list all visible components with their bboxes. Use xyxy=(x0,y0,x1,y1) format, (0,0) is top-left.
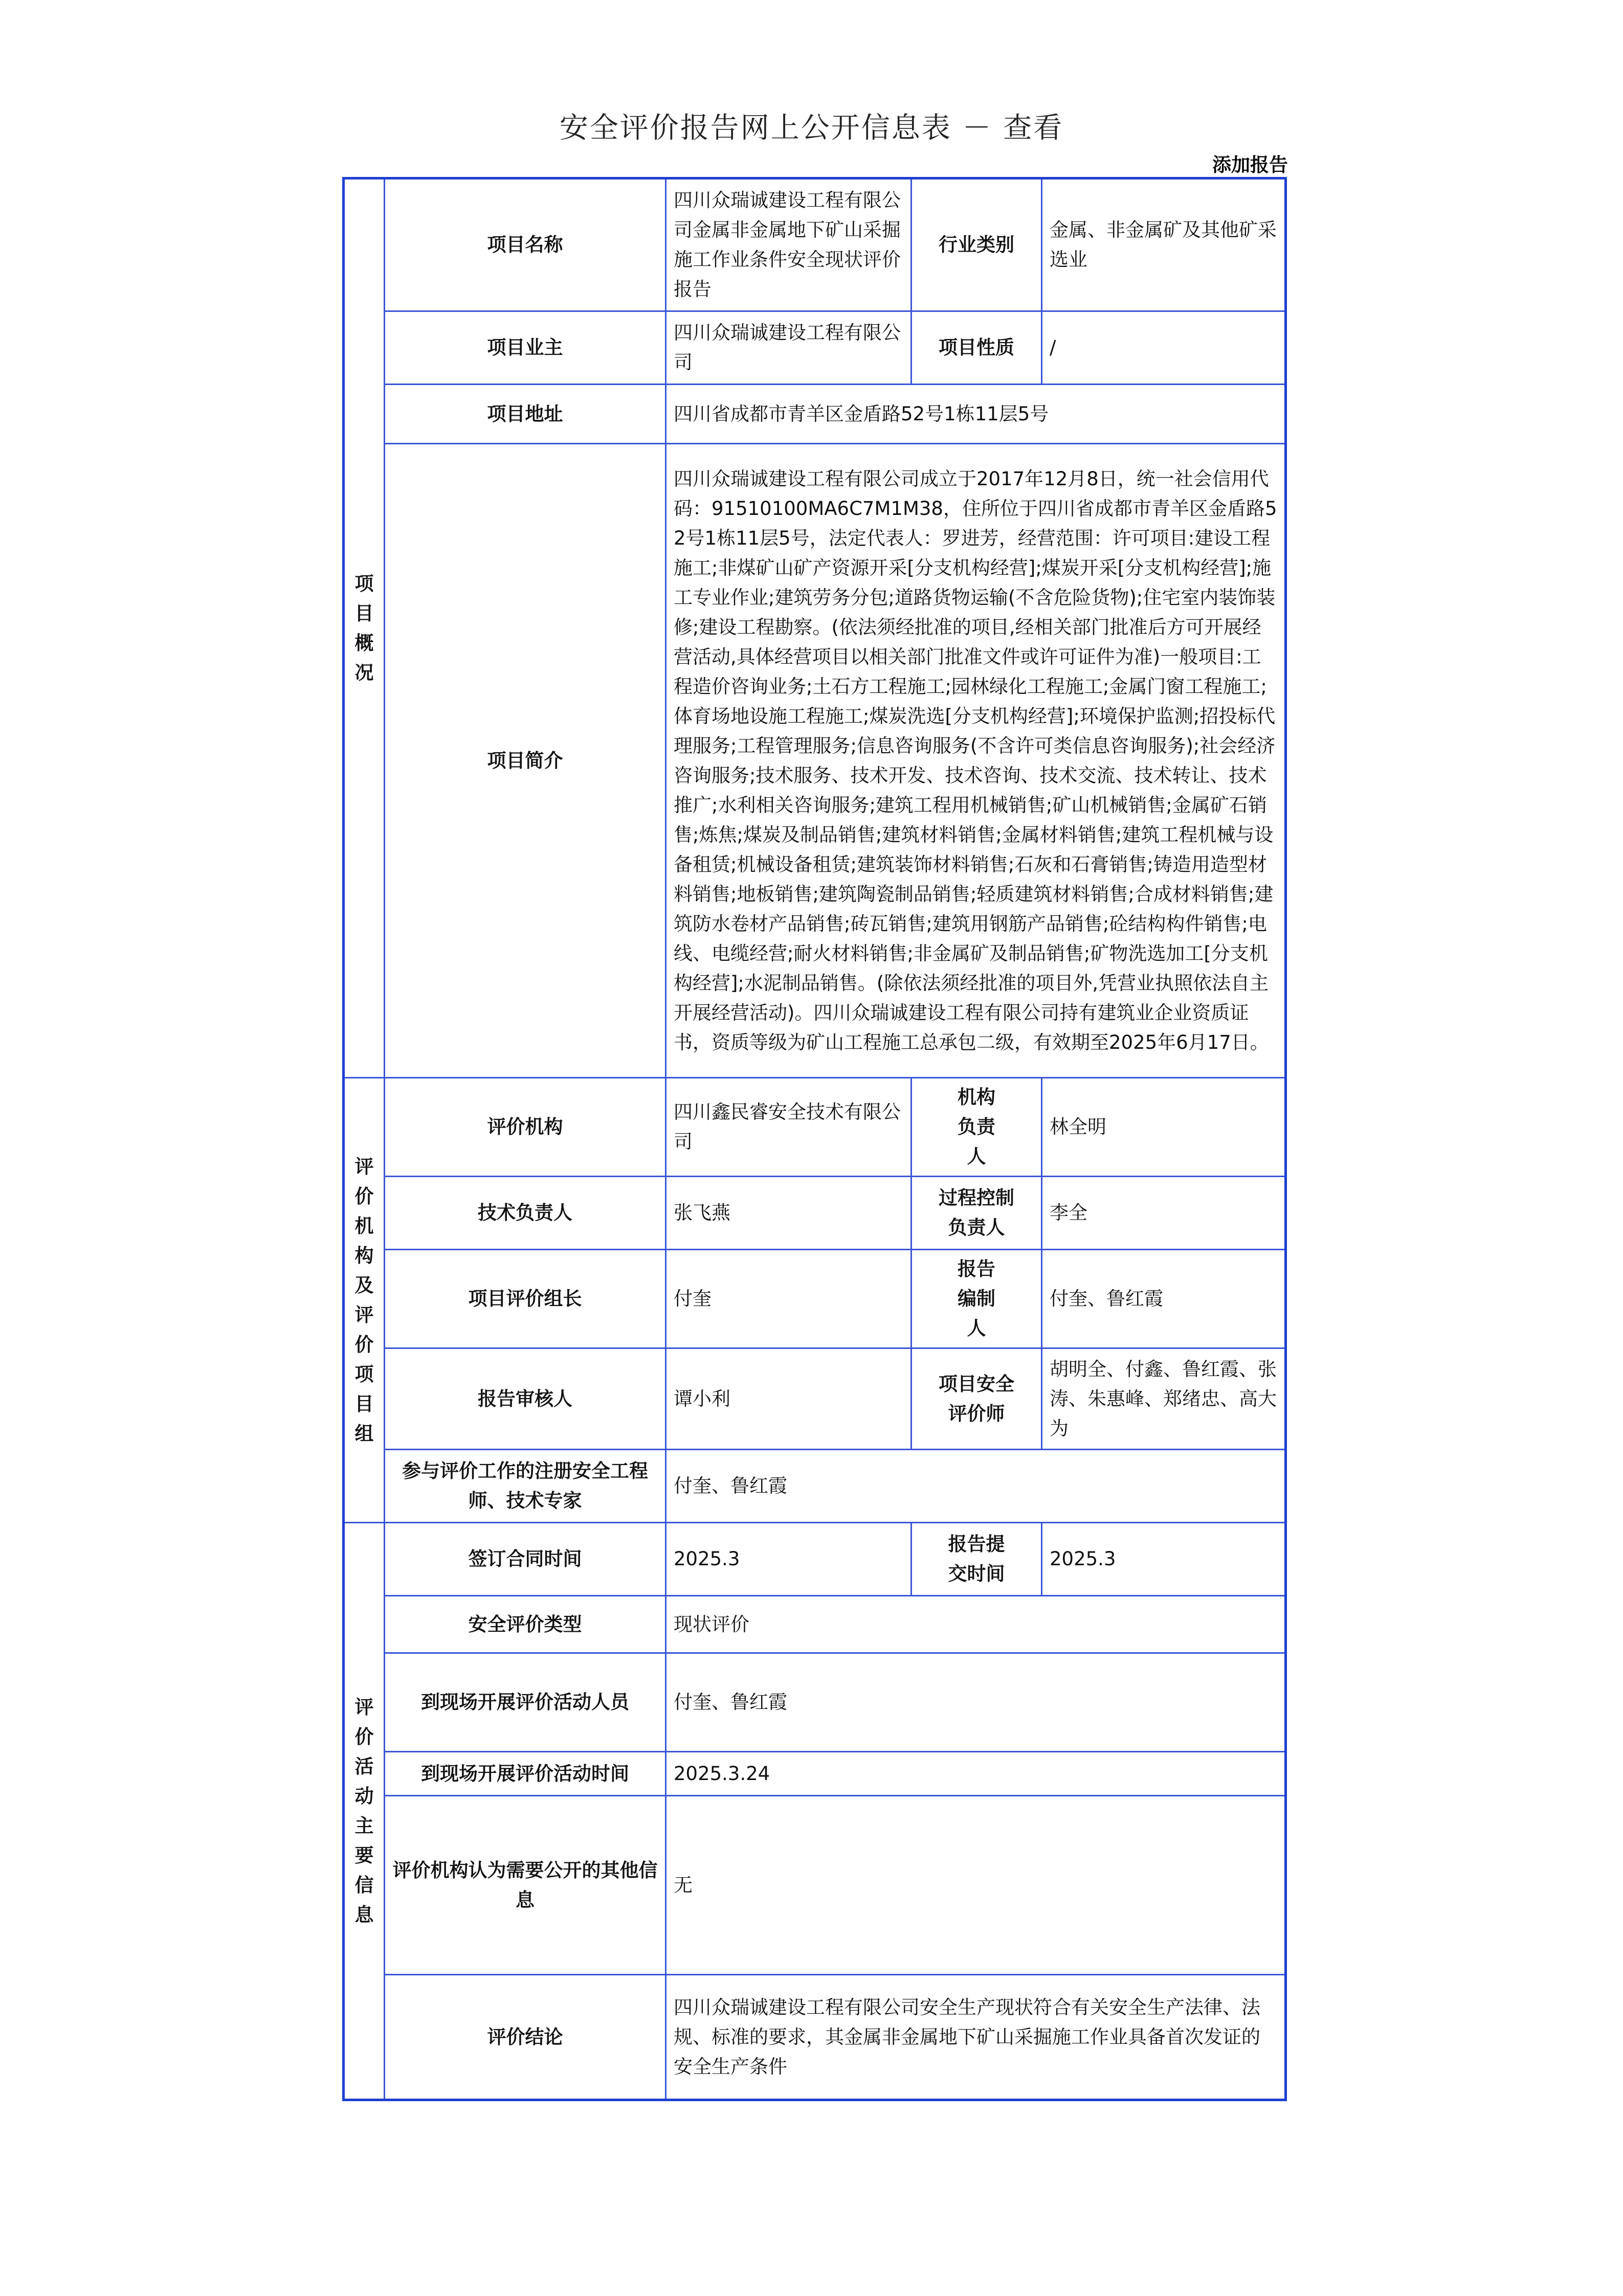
owner-value: 四川众瑞诚建设工程有限公司 xyxy=(666,311,911,385)
table-row xyxy=(344,1752,1286,1796)
author-label xyxy=(911,1250,1042,1348)
reviewer-value: 谭小利 xyxy=(666,1348,911,1450)
other-info-label: 评价机构认为需要公开的其他信息 xyxy=(385,1796,666,1975)
conclusion-label: 评价结论 xyxy=(385,1975,666,2100)
table-row xyxy=(344,1078,1286,1177)
section-label-activity xyxy=(344,1523,385,2100)
section-label-overview xyxy=(344,178,385,1078)
type-value: 现状评价 xyxy=(666,1596,1286,1653)
project-name-label: 项目名称 xyxy=(385,178,666,311)
submit-date-value: 2025.3 xyxy=(1042,1523,1286,1596)
table-row xyxy=(344,1596,1286,1653)
table-row xyxy=(344,1653,1286,1752)
site-staff-label: 到现场开展评价活动人员 xyxy=(385,1653,666,1752)
section-label-org xyxy=(344,1078,385,1523)
team-lead-value: 付奎 xyxy=(666,1250,911,1348)
address-label: 项目地址 xyxy=(385,385,666,444)
intro-value: 四川众瑞诚建设工程有限公司成立于2017年12月8日，统一社会信用代码：91510100MA6C7M1M38，住所位于四川省成都市青羊区金盾路52号1栋11层5号，法定代表人：罗进芳，经营范围：许可项目:建设工程施工;非煤矿山矿产资源开采[分支机构经营];煤炭开采[分支机构经营];施工专业作业;建筑劳务分包;道路货物运输(不含危险货物);住宅室内装饰装修;建设工程勘察。(依法须经批准的项目,经相关部门批准后方可开展经营活动,具体经营项目以相关部门批准文件或许可证件为准)一般项目:工程造价咨询业务;土石方工程施工;园林绿化工程施工;金属门窗工程施工;体育场地设施工程施工;煤炭洗选[分支机构经营];环境保护监测;招投标代理服务;工程管理服务;信息咨询服务(不含许可类信息咨询服务);社会经济咨询服务;技术服务、技术开发、技术咨询、技术交流、技术转让、技术推广;水利相关咨询服务;建筑工程用机械销售;矿山机械销售;金属矿石销售;炼焦;煤炭及制品销售;建筑材料销售;金属材料销售;建筑工程机械与设备租赁;机械设备租赁;建筑装饰材料销售;石灰和石膏销售;铸造用造型材料销售;地板销售;建筑陶瓷制品销售;轻质建筑材料销售;合成材料销售;建筑防水卷材产品销售;砖瓦销售;建筑用钢筋产品销售;砼结构构件销售;电线、电缆经营;耐火材料销售;非金属矿及制品销售;矿物洗选加工[分支机构经营];水泥制品销售。(除依法须经批准的项目外,凭营业执照依法自主开展经营活动)。四川众瑞诚建设工程有限公司持有建筑业企业资质证书，资质等级为矿山工程施工总承包二级，有效期至2025年6月17日。 xyxy=(666,444,1286,1078)
reviewer-label: 报告审核人 xyxy=(385,1348,666,1450)
owner-label: 项目业主 xyxy=(385,311,666,385)
section-label-text: 项目概况 xyxy=(354,572,374,684)
tech-lead-label: 技术负责人 xyxy=(385,1177,666,1250)
team-lead-label: 项目评价组长 xyxy=(385,1250,666,1348)
page-title: 安全评价报告网上公开信息表 － 查看 xyxy=(559,111,1064,145)
info-table xyxy=(342,177,1287,2101)
other-info-value: 无 xyxy=(666,1796,1286,1975)
nature-label: 项目性质 xyxy=(911,311,1042,385)
assessors-value: 胡明全、付鑫、鲁红霞、张涛、朱惠峰、郑绪忠、高大为 xyxy=(1042,1348,1286,1450)
table-row xyxy=(344,1796,1286,1975)
process-lead-label-text: 过程控制负责人 xyxy=(939,1187,1014,1239)
table-row xyxy=(344,1450,1286,1523)
org-head-label xyxy=(911,1078,1042,1177)
industry-label: 行业类别 xyxy=(911,178,1042,311)
engineers-label: 参与评价工作的注册安全工程师、技术专家 xyxy=(385,1450,666,1523)
table-row xyxy=(344,1523,1286,1596)
table-row xyxy=(344,1975,1286,2100)
type-label: 安全评价类型 xyxy=(385,1596,666,1653)
org-head-value: 林全明 xyxy=(1042,1078,1286,1177)
contract-date-label: 签订合同时间 xyxy=(385,1523,666,1596)
site-staff-value: 付奎、鲁红霞 xyxy=(666,1653,1286,1752)
industry-value: 金属、非金属矿及其他矿采选业 xyxy=(1042,178,1286,311)
assessors-label xyxy=(911,1348,1042,1450)
process-lead-label xyxy=(911,1177,1042,1250)
table-row xyxy=(344,1348,1286,1450)
org-head-label-text: 机构负责人 xyxy=(958,1086,995,1167)
site-date-value: 2025.3.24 xyxy=(666,1752,1286,1796)
submit-date-label xyxy=(911,1523,1042,1596)
address-value: 四川省成都市青羊区金盾路52号1栋11层5号 xyxy=(666,385,1286,444)
tech-lead-value: 张飞燕 xyxy=(666,1177,911,1250)
process-lead-value: 李全 xyxy=(1042,1177,1286,1250)
org-label: 评价机构 xyxy=(385,1078,666,1177)
assessors-label-text: 项目安全评价师 xyxy=(939,1372,1014,1425)
nature-value: / xyxy=(1042,311,1286,385)
table-row xyxy=(344,444,1286,1078)
engineers-value: 付奎、鲁红霞 xyxy=(666,1450,1286,1523)
add-report-link[interactable]: 添加报告 xyxy=(1212,154,1288,176)
project-name-value: 四川众瑞诚建设工程有限公司金属非金属地下矿山采掘施工作业条件安全现状评价报告 xyxy=(666,178,911,311)
author-label-text: 报告编制人 xyxy=(958,1258,995,1339)
table-row xyxy=(344,311,1286,385)
conclusion-value: 四川众瑞诚建设工程有限公司安全生产现状符合有关安全生产法律、法规、标准的要求，其金属非金属地下矿山采掘施工作业具备首次发证的安全生产条件 xyxy=(666,1975,1286,2100)
table-row xyxy=(344,1177,1286,1250)
table-row xyxy=(344,1250,1286,1348)
site-date-label: 到现场开展评价活动时间 xyxy=(385,1752,666,1796)
contract-date-value: 2025.3 xyxy=(666,1523,911,1596)
submit-date-label-text: 报告提交时间 xyxy=(948,1533,1005,1585)
author-value: 付奎、鲁红霞 xyxy=(1042,1250,1286,1348)
section-label-text: 评价机构及评价项目组 xyxy=(354,1155,374,1445)
table-row xyxy=(344,385,1286,444)
section-label-text: 评价活动主要信息 xyxy=(354,1696,374,1926)
org-value: 四川鑫民睿安全技术有限公司 xyxy=(666,1078,911,1177)
intro-label: 项目简介 xyxy=(385,444,666,1078)
table-row xyxy=(344,178,1286,311)
